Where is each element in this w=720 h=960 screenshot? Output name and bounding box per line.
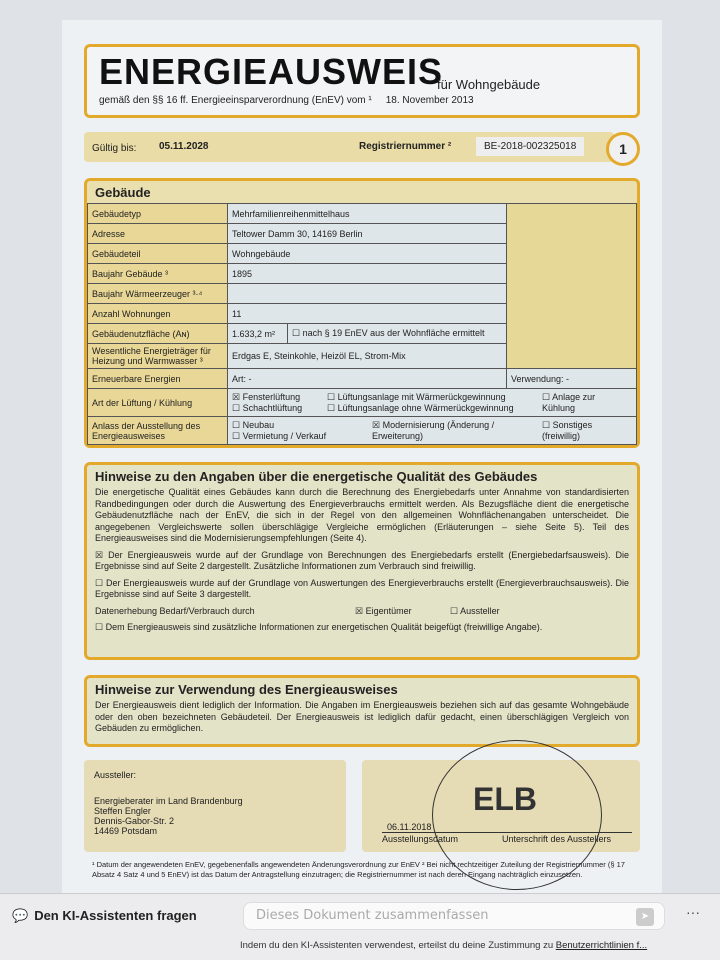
photo-placeholder	[507, 204, 637, 369]
valid-label: Gültig bis:	[92, 143, 137, 154]
row-value: 1895	[228, 264, 507, 284]
subtitle-text: gemäß den §§ 16 ff. Energieeinsparverordnung (EnEV) vom ¹	[99, 95, 372, 106]
document-page	[62, 20, 662, 900]
reg-label: Registriernummer ²	[359, 141, 452, 152]
row-label: Baujahr Gebäude ³	[88, 264, 228, 284]
row-value: Wohngebäude	[228, 244, 507, 264]
input-placeholder: Dieses Dokument zusammenfassen	[256, 908, 489, 923]
renew-art: Art: -	[228, 369, 507, 389]
reg-number: BE-2018-002325018	[476, 137, 584, 156]
reason-options	[228, 417, 637, 445]
vent-options	[228, 389, 637, 417]
row-label: Gebäudetyp	[88, 204, 228, 224]
signature-label: Unterschrift des Ausstellers	[502, 834, 612, 844]
row-value: Mehrfamilienreihenmittelhaus	[228, 204, 507, 224]
disclaimer-text: Indem du den KI-Assistenten verwendest, erteilst du deine Zustimmung zu	[240, 940, 556, 951]
elb-logo: ELB	[473, 781, 537, 817]
send-icon[interactable]: ➤	[636, 908, 654, 926]
row-label: Gebäudeteil	[88, 244, 228, 264]
row-value: 11	[228, 304, 507, 324]
renew-label: Erneuerbare Energien	[88, 369, 228, 389]
vent-option: ☐ Anlage zur Kühlung	[542, 391, 596, 413]
row-label: Baujahr Wärmeerzeuger ³·⁴	[88, 284, 228, 304]
area-value: 1.633,2 m²	[228, 324, 288, 344]
area-label: Gebäudenutzfläche (Aɴ)	[88, 324, 228, 344]
ask-assistant-button[interactable]	[12, 908, 197, 924]
hint-paragraph: Die energetische Qualität eines Gebäudes kann durch die Berechnung des Energiebedarfs unter Annahme von standardisierten Randbedingungen oder durch die Auswertung des Energieverbrauchs ermittelt werden. Als Bezugsfläche dient die energetische Gebäudenutzfläche nach der EnEV, die sich in der Regel von den allgemeinen Wohnflächenangaben unterscheidet. Die angegebenen Vergleichswerte sollen überschlägige Vergleiche ermöglichen (Erläuterungen – siehe Seite 5). Teil des Energieausweises sind die Modernisierungsempfehlungen (Seite 4).	[95, 487, 629, 543]
assistant-input[interactable]	[243, 902, 665, 930]
hints-section	[84, 462, 640, 660]
area-checkbox: ☐ nach § 19 EnEV aus der Wohnfläche ermittelt	[288, 324, 507, 344]
document-header	[84, 44, 640, 118]
row-value	[228, 284, 507, 304]
valid-date: 05.11.2028	[159, 141, 209, 152]
section-heading: Gebäude	[95, 185, 151, 200]
reason-option: ☐ Sonstiges (freiwillig)	[542, 419, 593, 441]
row-label: Adresse	[88, 224, 228, 244]
building-table	[87, 203, 637, 445]
renew-use: Verwendung: -	[507, 369, 637, 389]
issuer-line: Dennis-Gabor-Str. 2	[94, 816, 175, 826]
footnotes: ¹ Datum der angewendeten EnEV, gegebenenfalls angewendeten Änderungsverordnung zur EnEV ² Bei nicht rechtzeitiger Zuteilung der Registriernummer (§ 17 Absatz 4 Satz 4 und 5 EnEV) ist das Datum der Antragstellung einzutragen; die Registriernummer ist nach deren Eingang nachträglich einzusetzen.	[92, 860, 625, 879]
vent-label: Art der Lüftung / Kühlung	[88, 389, 228, 417]
section-heading: Hinweise zur Verwendung des Energieausweises	[95, 682, 398, 697]
vent-option: ☐ Lüftungsanlage ohne Wärmerückgewinnung	[327, 402, 514, 413]
vent-option: ☒ Fensterlüftung	[232, 391, 301, 402]
hint-extra: ☐ Dem Energieausweis sind zusätzliche Informationen zur energetischen Qualität beigefügt (freiwillige Angabe).	[95, 622, 543, 632]
issue-date-label: Ausstellungsdatum	[382, 834, 459, 844]
page-number: 1	[606, 132, 640, 166]
title-suffix: für Wohngebäude	[437, 77, 541, 92]
ask-label: Den KI-Assistenten fragen	[34, 908, 197, 923]
document-title: ENERGIEAUSWEIS	[99, 51, 444, 92]
section-heading: Hinweise zu den Angaben über die energetische Qualität des Gebäudes	[95, 469, 538, 484]
issuer-line: Steffen Engler	[94, 806, 151, 816]
issuer-label: Aussteller:	[94, 770, 137, 780]
issue-date: 06.11.2018	[387, 822, 432, 832]
issuer-line: Energieberater im Land Brandenburg	[94, 796, 243, 806]
chat-sparkle-icon: 💬	[12, 908, 29, 923]
reason-label: Anlass der Ausstellung des Energieausweises	[88, 417, 228, 445]
reason-option: ☐ Vermietung / Verkauf	[232, 430, 327, 441]
issuer-box	[84, 760, 346, 852]
reason-option: ☒ Modernisierung (Änderung / Erweiterung)	[372, 419, 495, 441]
hint-verbrauch: ☐ Der Energieausweis wurde auf der Grundlage von Auswertungen des Energieverbrauchs erstellt (Energieverbrauchsausweis). Die Ergebnisse sind auf Seite 3 dargestellt.	[95, 577, 629, 599]
vent-option: ☐ Schachtlüftung	[232, 402, 303, 413]
data-owner: ☒ Eigentümer	[355, 605, 412, 616]
hint-bedarf: ☒ Der Energieausweis wurde auf der Grundlage von Berechnungen des Energiebedarfs erstellt (Energiebedarfsausweis). Die Ergebnisse sind auf Seite 2 dargestellt. Zusätzliche Informationen zum Verbrauch sind freiwillig.	[95, 549, 629, 571]
data-collection	[95, 606, 629, 618]
data-issuer: ☐ Aussteller	[450, 605, 500, 616]
guidelines-link[interactable]: Benutzerrichtlinien f...	[555, 940, 648, 951]
building-section	[84, 178, 640, 448]
validity-row	[84, 132, 614, 162]
usage-section	[84, 675, 640, 747]
row-label: Anzahl Wohnungen	[88, 304, 228, 324]
hints-text	[87, 487, 637, 634]
ai-assistant-bar	[0, 893, 720, 960]
energy-value: Erdgas E, Steinkohle, Heizöl EL, Strom-Mix	[228, 344, 507, 369]
more-options-icon[interactable]: ···	[686, 904, 700, 920]
row-value: Teltower Damm 30, 14169 Berlin	[228, 224, 507, 244]
usage-text: Der Energieausweis dient lediglich der Information. Die Angaben im Energieausweis beziehen sich auf das gesamte Wohngebäude oder den oben bezeichneten Gebäudeteil. Der Energieausweis ist lediglich dafür gedacht, einen überschlägigen Vergleich von Gebäuden zu ermöglichen.	[95, 700, 629, 733]
vent-option: ☐ Lüftungsanlage mit Wärmerückgewinnung	[327, 391, 506, 402]
reason-option: ☐ Neubau	[232, 419, 275, 430]
data-label: Datenerhebung Bedarf/Verbrauch durch	[95, 605, 255, 616]
energy-label: Wesentliche Energieträger für Heizung und Warmwasser ³	[88, 344, 228, 369]
disclaimer	[240, 940, 647, 951]
subtitle	[99, 95, 474, 106]
issuer-line: 14469 Potsdam	[94, 826, 158, 836]
subtitle-date: 18. November 2013	[385, 95, 474, 106]
